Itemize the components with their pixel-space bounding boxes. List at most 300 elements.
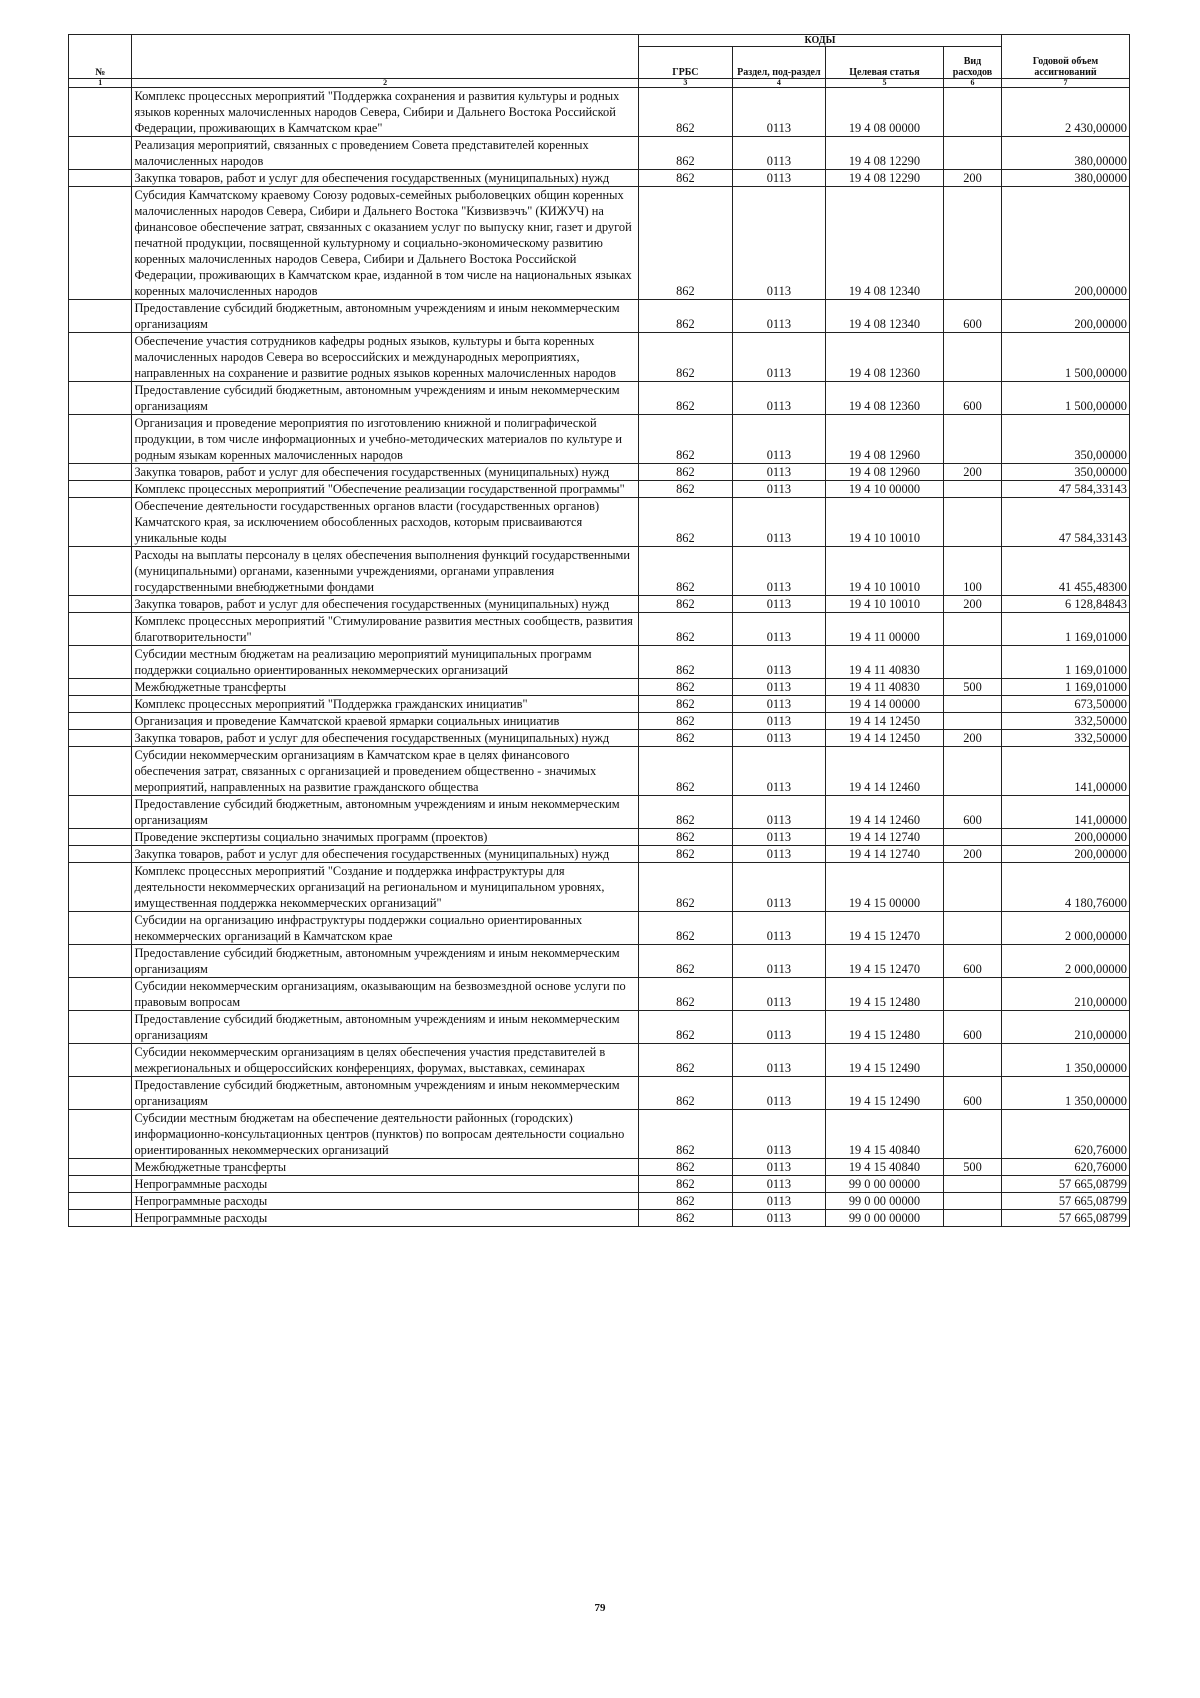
grbs-code: 862 <box>638 88 732 137</box>
table-row <box>69 912 1130 945</box>
table-row <box>69 846 1130 863</box>
section-code: 0113 <box>732 613 825 646</box>
expense-name: Закупка товаров, работ и услуг для обеспечения государственных (муниципальных) нужд <box>132 730 638 747</box>
grbs-code: 862 <box>638 498 732 547</box>
target-article-code: 19 4 08 12340 <box>825 187 943 300</box>
row-number-cell <box>69 1210 132 1227</box>
annual-amount: 1 169,01000 <box>1002 646 1130 679</box>
expense-type-code <box>944 613 1002 646</box>
target-article-code: 19 4 15 12490 <box>825 1044 943 1077</box>
table-row <box>69 1077 1130 1110</box>
expense-name: Закупка товаров, работ и услуг для обеспечения государственных (муниципальных) нужд <box>132 464 638 481</box>
column-number: 1 <box>69 79 132 88</box>
annual-amount: 57 665,08799 <box>1002 1176 1130 1193</box>
expense-name: Непрограммные расходы <box>132 1193 638 1210</box>
grbs-code: 862 <box>638 679 732 696</box>
section-code: 0113 <box>732 137 825 170</box>
target-article-code: 19 4 15 40840 <box>825 1110 943 1159</box>
section-code: 0113 <box>732 547 825 596</box>
annual-amount: 1 169,01000 <box>1002 679 1130 696</box>
section-code: 0113 <box>732 846 825 863</box>
grbs-code: 862 <box>638 415 732 464</box>
grbs-code: 862 <box>638 137 732 170</box>
grbs-code: 862 <box>638 730 732 747</box>
grbs-code: 862 <box>638 1159 732 1176</box>
table-row <box>69 863 1130 912</box>
section-code: 0113 <box>732 1159 825 1176</box>
table-row <box>69 1159 1130 1176</box>
row-number-cell <box>69 613 132 646</box>
annual-amount: 41 455,48300 <box>1002 547 1130 596</box>
table-row <box>69 613 1130 646</box>
target-article-code: 99 0 00 00000 <box>825 1210 943 1227</box>
target-article-code: 19 4 10 10010 <box>825 596 943 613</box>
table-row <box>69 1193 1130 1210</box>
row-number-cell <box>69 646 132 679</box>
expense-name: Непрограммные расходы <box>132 1210 638 1227</box>
expense-type-code <box>944 415 1002 464</box>
table-header <box>69 35 1130 88</box>
target-article-code: 19 4 11 00000 <box>825 613 943 646</box>
expense-name: Субсидии некоммерческим организациям, оказывающим на безвозмездной основе услуги по правовым вопросам <box>132 978 638 1011</box>
expense-name: Субсидии некоммерческим организациям в целях обеспечения участия представителей в межрегиональных и общероссийских конференциях, форумах, выставках, семинарах <box>132 1044 638 1077</box>
header-vid: Вид расходов <box>944 47 1002 79</box>
grbs-code: 862 <box>638 978 732 1011</box>
annual-amount: 200,00000 <box>1002 829 1130 846</box>
target-article-code: 19 4 10 10010 <box>825 498 943 547</box>
expense-type-code <box>944 1210 1002 1227</box>
page-number: 79 <box>594 1602 606 1614</box>
annual-amount: 1 350,00000 <box>1002 1077 1130 1110</box>
expense-name: Обеспечение деятельности государственных органов власти (государственных органов) Камчатского края, за исключением обособленных расходов, которым присваиваются уникальные коды <box>132 498 638 547</box>
expense-type-code <box>944 333 1002 382</box>
grbs-code: 862 <box>638 863 732 912</box>
section-code: 0113 <box>732 382 825 415</box>
section-code: 0113 <box>732 1193 825 1210</box>
row-number-cell <box>69 1176 132 1193</box>
target-article-code: 19 4 14 12450 <box>825 713 943 730</box>
row-number-cell <box>69 415 132 464</box>
row-number-cell <box>69 170 132 187</box>
annual-amount: 2 430,00000 <box>1002 88 1130 137</box>
row-number-cell <box>69 596 132 613</box>
annual-amount: 2 000,00000 <box>1002 912 1130 945</box>
section-code: 0113 <box>732 796 825 829</box>
annual-amount: 332,50000 <box>1002 730 1130 747</box>
grbs-code: 862 <box>638 912 732 945</box>
table-row <box>69 137 1130 170</box>
column-number: 4 <box>732 79 825 88</box>
annual-amount: 141,00000 <box>1002 747 1130 796</box>
table-row <box>69 333 1130 382</box>
expense-name: Обеспечение участия сотрудников кафедры родных языков, культуры и быта коренных малочисленных народов Севера во всероссийских и международных мероприятиях, направленных на сохранение и развитие родных языков коренных малочисленных народов <box>132 333 638 382</box>
section-code: 0113 <box>732 945 825 978</box>
annual-amount: 141,00000 <box>1002 796 1130 829</box>
annual-amount: 200,00000 <box>1002 187 1130 300</box>
annual-amount: 1 350,00000 <box>1002 1044 1130 1077</box>
expense-name: Субсидии некоммерческим организациям в Камчатском крае в целях финансового обеспечения затрат, связанных с организацией и проведением общественно - значимых мероприятий, направленных на развитие гражданского общества <box>132 747 638 796</box>
expense-name: Организация и проведение мероприятия по изготовлению книжной и полиграфической продукции, в том числе информационных и учебно-методических материалов по культуре и родным языкам коренных малочисленных народов <box>132 415 638 464</box>
expense-type-code: 600 <box>944 1077 1002 1110</box>
expense-type-code: 600 <box>944 945 1002 978</box>
row-number-cell <box>69 863 132 912</box>
table-row <box>69 415 1130 464</box>
section-code: 0113 <box>732 863 825 912</box>
expense-type-code: 200 <box>944 846 1002 863</box>
target-article-code: 19 4 15 12490 <box>825 1077 943 1110</box>
grbs-code: 862 <box>638 747 732 796</box>
target-article-code: 19 4 15 12480 <box>825 978 943 1011</box>
grbs-code: 862 <box>638 300 732 333</box>
annual-amount: 210,00000 <box>1002 1011 1130 1044</box>
section-code: 0113 <box>732 1210 825 1227</box>
annual-amount: 380,00000 <box>1002 170 1130 187</box>
target-article-code: 19 4 08 00000 <box>825 88 943 137</box>
grbs-code: 862 <box>638 613 732 646</box>
expense-type-code: 600 <box>944 382 1002 415</box>
grbs-code: 862 <box>638 382 732 415</box>
table-row <box>69 170 1130 187</box>
row-number-cell <box>69 481 132 498</box>
section-code: 0113 <box>732 596 825 613</box>
section-code: 0113 <box>732 912 825 945</box>
table-row <box>69 300 1130 333</box>
header-sum: Годовой объем ассигнований <box>1002 35 1130 79</box>
row-number-cell <box>69 696 132 713</box>
column-number-row <box>69 79 1130 88</box>
grbs-code: 862 <box>638 846 732 863</box>
row-number-cell <box>69 1193 132 1210</box>
section-code: 0113 <box>732 1176 825 1193</box>
row-number-cell <box>69 88 132 137</box>
expense-name: Субсидия Камчатскому краевому Союзу родовых-семейных рыболовецких общин коренных малочисленных народов Севера, Сибири и Дальнего Востока "Кизвизвэчъ" (КИЖУЧ) на финансовое обеспечение затрат, связанных с оказанием услуг по выпуску книг, газет и другой печатной продукции, посвященной культурному и социально-экономическому развитию коренных малочисленных народов Севера, Сибири и Дальнего Востока Российской Федерации, проживающих в Камчатском крае, изданной в том числе на национальных языках коренных малочисленных народов <box>132 187 638 300</box>
target-article-code: 19 4 08 12290 <box>825 170 943 187</box>
row-number-cell <box>69 137 132 170</box>
section-code: 0113 <box>732 1011 825 1044</box>
expense-type-code <box>944 88 1002 137</box>
section-code: 0113 <box>732 696 825 713</box>
expense-type-code: 200 <box>944 596 1002 613</box>
column-number: 6 <box>944 79 1002 88</box>
expense-type-code <box>944 481 1002 498</box>
expense-type-code <box>944 1044 1002 1077</box>
expense-name: Комплекс процессных мероприятий "Поддержка сохранения и развития культуры и родных языков коренных малочисленных народов Севера, Сибири и Дальнего Востока Российской Федерации, проживающих в Камчатском крае" <box>132 88 638 137</box>
section-code: 0113 <box>732 170 825 187</box>
annual-amount: 6 128,84843 <box>1002 596 1130 613</box>
grbs-code: 862 <box>638 1110 732 1159</box>
annual-amount: 350,00000 <box>1002 464 1130 481</box>
expense-type-code: 600 <box>944 300 1002 333</box>
grbs-code: 862 <box>638 170 732 187</box>
table-row <box>69 945 1130 978</box>
budget-table <box>68 34 1130 1227</box>
row-number-cell <box>69 1110 132 1159</box>
section-code: 0113 <box>732 333 825 382</box>
section-code: 0113 <box>732 498 825 547</box>
expense-name: Предоставление субсидий бюджетным, автономным учреждениям и иным некоммерческим организациям <box>132 382 638 415</box>
annual-amount: 47 584,33143 <box>1002 481 1130 498</box>
table-row <box>69 1011 1130 1044</box>
expense-name: Проведение экспертизы социально значимых программ (проектов) <box>132 829 638 846</box>
expense-type-code <box>944 863 1002 912</box>
grbs-code: 862 <box>638 945 732 978</box>
target-article-code: 19 4 14 12740 <box>825 846 943 863</box>
expense-type-code <box>944 187 1002 300</box>
expense-name: Предоставление субсидий бюджетным, автономным учреждениям и иным некоммерческим организациям <box>132 796 638 829</box>
header-grbs: ГРБС <box>638 47 732 79</box>
grbs-code: 862 <box>638 1176 732 1193</box>
expense-type-code <box>944 646 1002 679</box>
row-number-cell <box>69 1011 132 1044</box>
row-number-cell <box>69 1044 132 1077</box>
section-code: 0113 <box>732 978 825 1011</box>
budget-document <box>68 34 1130 1227</box>
table-body <box>69 88 1130 1227</box>
expense-type-code <box>944 137 1002 170</box>
table-row <box>69 1176 1130 1193</box>
table-row <box>69 498 1130 547</box>
grbs-code: 862 <box>638 333 732 382</box>
expense-type-code: 200 <box>944 730 1002 747</box>
table-row <box>69 1110 1130 1159</box>
section-code: 0113 <box>732 1110 825 1159</box>
table-row <box>69 1210 1130 1227</box>
expense-name: Комплекс процессных мероприятий "Поддержка гражданских инициатив" <box>132 696 638 713</box>
section-code: 0113 <box>732 646 825 679</box>
expense-type-code <box>944 912 1002 945</box>
expense-name: Субсидии местным бюджетам на обеспечение деятельности районных (городских) информационно-консультационных центров (пунктов) по вопросам деятельности социально ориентированных некоммерческих организаций <box>132 1110 638 1159</box>
target-article-code: 19 4 15 12480 <box>825 1011 943 1044</box>
expense-type-code: 200 <box>944 170 1002 187</box>
expense-name: Закупка товаров, работ и услуг для обеспечения государственных (муниципальных) нужд <box>132 596 638 613</box>
header-cel: Целевая статья <box>825 47 943 79</box>
section-code: 0113 <box>732 713 825 730</box>
table-row <box>69 187 1130 300</box>
row-number-cell <box>69 1159 132 1176</box>
annual-amount: 350,00000 <box>1002 415 1130 464</box>
table-row <box>69 829 1130 846</box>
expense-name: Расходы на выплаты персоналу в целях обеспечения выполнения функций государственными (муниципальными) органами, казенными учреждениями, органами управления государственными внебюджетными фондами <box>132 547 638 596</box>
target-article-code: 19 4 11 40830 <box>825 679 943 696</box>
annual-amount: 620,76000 <box>1002 1159 1130 1176</box>
expense-name: Реализация мероприятий, связанных с проведением Совета представителей коренных малочисленных народов <box>132 137 638 170</box>
row-number-cell <box>69 1077 132 1110</box>
section-code: 0113 <box>732 1044 825 1077</box>
grbs-code: 862 <box>638 187 732 300</box>
target-article-code: 99 0 00 00000 <box>825 1176 943 1193</box>
section-code: 0113 <box>732 679 825 696</box>
grbs-code: 862 <box>638 547 732 596</box>
section-code: 0113 <box>732 464 825 481</box>
row-number-cell <box>69 464 132 481</box>
table-row <box>69 978 1130 1011</box>
expense-type-code: 500 <box>944 679 1002 696</box>
table-row <box>69 713 1130 730</box>
header-razdel: Раздел, под-раздел <box>732 47 825 79</box>
target-article-code: 19 4 14 12460 <box>825 796 943 829</box>
section-code: 0113 <box>732 187 825 300</box>
grbs-code: 862 <box>638 796 732 829</box>
annual-amount: 57 665,08799 <box>1002 1210 1130 1227</box>
target-article-code: 99 0 00 00000 <box>825 1193 943 1210</box>
row-number-cell <box>69 382 132 415</box>
column-number: 5 <box>825 79 943 88</box>
expense-name: Межбюджетные трансферты <box>132 679 638 696</box>
expense-name: Предоставление субсидий бюджетным, автономным учреждениям и иным некоммерческим организациям <box>132 1077 638 1110</box>
grbs-code: 862 <box>638 829 732 846</box>
expense-name: Предоставление субсидий бюджетным, автономным учреждениям и иным некоммерческим организациям <box>132 300 638 333</box>
target-article-code: 19 4 15 12470 <box>825 912 943 945</box>
row-number-cell <box>69 978 132 1011</box>
header-codes: КОДЫ <box>638 35 1001 47</box>
expense-type-code: 600 <box>944 796 1002 829</box>
annual-amount: 200,00000 <box>1002 846 1130 863</box>
target-article-code: 19 4 10 10010 <box>825 547 943 596</box>
annual-amount: 200,00000 <box>1002 300 1130 333</box>
annual-amount: 47 584,33143 <box>1002 498 1130 547</box>
table-row <box>69 646 1130 679</box>
row-number-cell <box>69 945 132 978</box>
grbs-code: 862 <box>638 713 732 730</box>
target-article-code: 19 4 15 00000 <box>825 863 943 912</box>
section-code: 0113 <box>732 1077 825 1110</box>
annual-amount: 380,00000 <box>1002 137 1130 170</box>
grbs-code: 862 <box>638 646 732 679</box>
expense-name: Субсидии на организацию инфраструктуры поддержки социально ориентированных некоммерческих организаций в Камчатском крае <box>132 912 638 945</box>
row-number-cell <box>69 730 132 747</box>
table-row <box>69 88 1130 137</box>
expense-name: Субсидии местным бюджетам на реализацию мероприятий муниципальных программ поддержки социально ориентированных некоммерческих организаций <box>132 646 638 679</box>
expense-type-code <box>944 498 1002 547</box>
table-row <box>69 747 1130 796</box>
expense-type-code: 600 <box>944 1011 1002 1044</box>
grbs-code: 862 <box>638 1011 732 1044</box>
target-article-code: 19 4 14 00000 <box>825 696 943 713</box>
row-number-cell <box>69 679 132 696</box>
section-code: 0113 <box>732 415 825 464</box>
expense-name: Межбюджетные трансферты <box>132 1159 638 1176</box>
expense-type-code: 100 <box>944 547 1002 596</box>
expense-name: Непрограммные расходы <box>132 1176 638 1193</box>
grbs-code: 862 <box>638 1077 732 1110</box>
row-number-cell <box>69 547 132 596</box>
target-article-code: 19 4 08 12360 <box>825 382 943 415</box>
target-article-code: 19 4 14 12450 <box>825 730 943 747</box>
row-number-cell <box>69 713 132 730</box>
annual-amount: 1 500,00000 <box>1002 382 1130 415</box>
target-article-code: 19 4 08 12960 <box>825 464 943 481</box>
column-number: 3 <box>638 79 732 88</box>
row-number-cell <box>69 498 132 547</box>
table-row <box>69 382 1130 415</box>
expense-type-code: 500 <box>944 1159 1002 1176</box>
table-row <box>69 696 1130 713</box>
annual-amount: 673,50000 <box>1002 696 1130 713</box>
grbs-code: 862 <box>638 481 732 498</box>
table-row <box>69 730 1130 747</box>
expense-type-code <box>944 1176 1002 1193</box>
row-number-cell <box>69 796 132 829</box>
annual-amount: 1 500,00000 <box>1002 333 1130 382</box>
table-row <box>69 481 1130 498</box>
expense-type-code <box>944 747 1002 796</box>
row-number-cell <box>69 829 132 846</box>
expense-name: Комплекс процессных мероприятий "Обеспечение реализации государственной программы" <box>132 481 638 498</box>
annual-amount: 210,00000 <box>1002 978 1130 1011</box>
expense-type-code <box>944 1110 1002 1159</box>
target-article-code: 19 4 08 12290 <box>825 137 943 170</box>
annual-amount: 332,50000 <box>1002 713 1130 730</box>
row-number-cell <box>69 846 132 863</box>
expense-type-code <box>944 1193 1002 1210</box>
expense-type-code <box>944 978 1002 1011</box>
expense-name: Предоставление субсидий бюджетным, автономным учреждениям и иным некоммерческим организациям <box>132 1011 638 1044</box>
section-code: 0113 <box>732 300 825 333</box>
column-number: 7 <box>1002 79 1130 88</box>
table-row <box>69 596 1130 613</box>
table-row <box>69 547 1130 596</box>
target-article-code: 19 4 11 40830 <box>825 646 943 679</box>
grbs-code: 862 <box>638 696 732 713</box>
section-code: 0113 <box>732 88 825 137</box>
expense-type-code <box>944 696 1002 713</box>
header-name <box>132 35 638 79</box>
expense-type-code <box>944 829 1002 846</box>
table-row <box>69 1044 1130 1077</box>
row-number-cell <box>69 912 132 945</box>
annual-amount: 2 000,00000 <box>1002 945 1130 978</box>
table-row <box>69 464 1130 481</box>
target-article-code: 19 4 08 12960 <box>825 415 943 464</box>
target-article-code: 19 4 15 40840 <box>825 1159 943 1176</box>
expense-name: Закупка товаров, работ и услуг для обеспечения государственных (муниципальных) нужд <box>132 846 638 863</box>
target-article-code: 19 4 10 00000 <box>825 481 943 498</box>
row-number-cell <box>69 187 132 300</box>
target-article-code: 19 4 08 12340 <box>825 300 943 333</box>
grbs-code: 862 <box>638 1210 732 1227</box>
section-code: 0113 <box>732 829 825 846</box>
annual-amount: 620,76000 <box>1002 1110 1130 1159</box>
grbs-code: 862 <box>638 1193 732 1210</box>
annual-amount: 4 180,76000 <box>1002 863 1130 912</box>
annual-amount: 57 665,08799 <box>1002 1193 1130 1210</box>
row-number-cell <box>69 333 132 382</box>
expense-name: Комплекс процессных мероприятий "Создание и поддержка инфраструктуры для деятельности некоммерческих организаций на региональном и муниципальном уровнях, имущественная поддержка некоммерческих организаций" <box>132 863 638 912</box>
table-row <box>69 796 1130 829</box>
grbs-code: 862 <box>638 1044 732 1077</box>
grbs-code: 862 <box>638 596 732 613</box>
expense-type-code <box>944 713 1002 730</box>
expense-name: Организация и проведение Камчатской краевой ярмарки социальных инициатив <box>132 713 638 730</box>
expense-name: Предоставление субсидий бюджетным, автономным учреждениям и иным некоммерческим организациям <box>132 945 638 978</box>
target-article-code: 19 4 14 12740 <box>825 829 943 846</box>
row-number-cell <box>69 300 132 333</box>
expense-name: Закупка товаров, работ и услуг для обеспечения государственных (муниципальных) нужд <box>132 170 638 187</box>
section-code: 0113 <box>732 481 825 498</box>
table-row <box>69 679 1130 696</box>
row-number-cell <box>69 747 132 796</box>
section-code: 0113 <box>732 730 825 747</box>
header-number: № <box>69 35 132 79</box>
section-code: 0113 <box>732 747 825 796</box>
annual-amount: 1 169,01000 <box>1002 613 1130 646</box>
column-number: 2 <box>132 79 638 88</box>
target-article-code: 19 4 14 12460 <box>825 747 943 796</box>
target-article-code: 19 4 15 12470 <box>825 945 943 978</box>
expense-name: Комплекс процессных мероприятий "Стимулирование развития местных сообществ, развития благотворительности" <box>132 613 638 646</box>
expense-type-code: 200 <box>944 464 1002 481</box>
target-article-code: 19 4 08 12360 <box>825 333 943 382</box>
